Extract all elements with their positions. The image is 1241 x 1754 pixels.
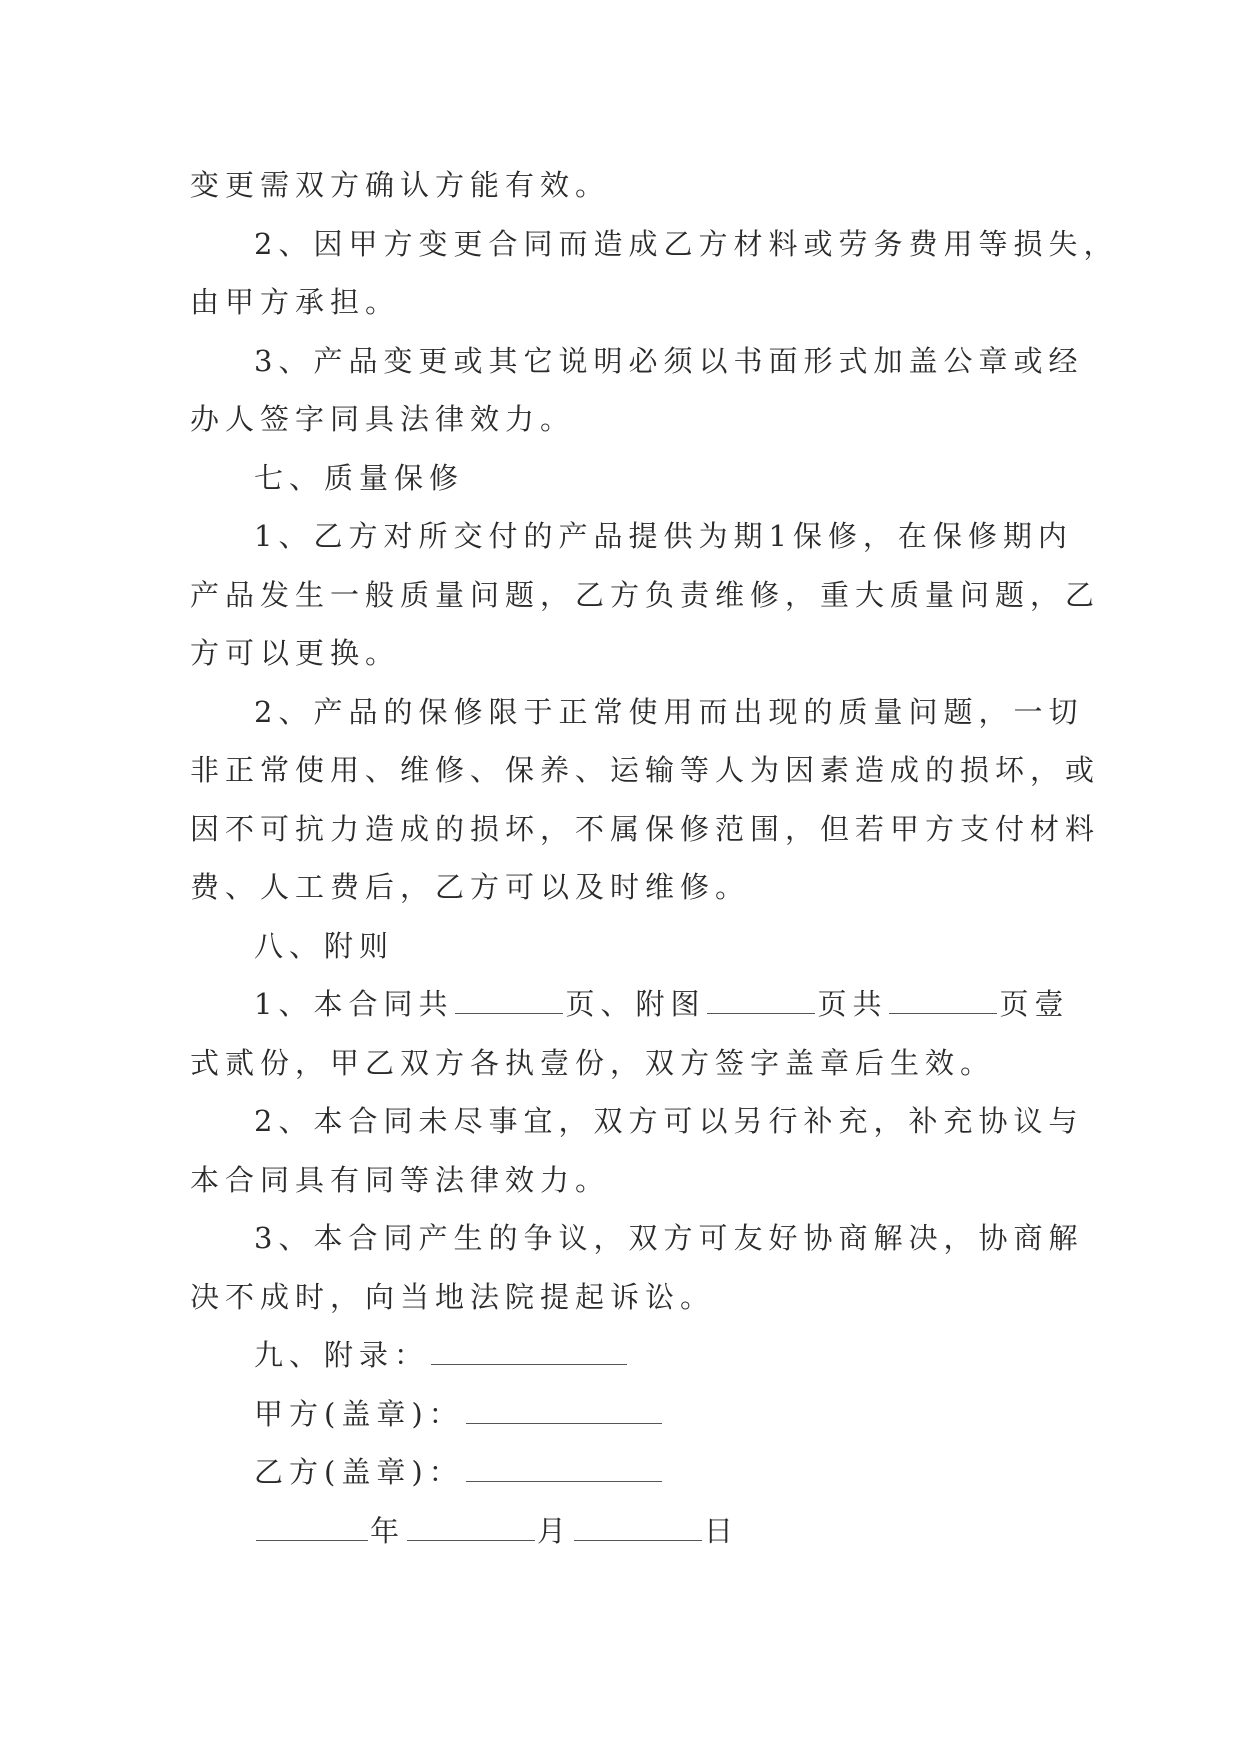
section-heading: 八、附则 xyxy=(254,928,395,963)
paragraph-line: 决不成时，向当地法院提起诉讼。 xyxy=(190,1279,716,1314)
paragraph-line: 非正常使用、维修、保养、运输等人为因素造成的损坏，或 xyxy=(190,753,1101,787)
paragraph-line: 本合同具有同等法律效力。 xyxy=(190,1162,611,1197)
paragraph-line: 1、乙方对所交付的产品提供为期1保修，在保修期内 xyxy=(254,519,1073,553)
appendix-blank[interactable] xyxy=(431,1340,627,1365)
paragraph-line: 2、产品的保修限于正常使用而出现的质量问题，一切 xyxy=(254,694,1084,729)
paragraph-line: 方可以更换。 xyxy=(190,636,401,670)
combined-pages-blank[interactable] xyxy=(889,989,997,1014)
paragraph-line: 2、因甲方变更合同而造成乙方材料或劳务费用等损失， xyxy=(254,226,1119,261)
paragraph-line: 因不可抗力造成的损坏，不属保修范围，但若甲方支付材料 xyxy=(190,811,1101,846)
paragraph-line: 2、本合同未尽事宜，双方可以另行补充，补充协议与 xyxy=(254,1104,1084,1138)
total-pages-blank[interactable] xyxy=(455,989,563,1014)
year-label: 年 xyxy=(370,1513,406,1548)
date-line xyxy=(190,1502,1070,1561)
paragraph-line: 式贰份，甲乙双方各执壹份，双方签字盖章后生效。 xyxy=(190,1045,996,1080)
party-a-line xyxy=(190,1385,1070,1444)
pages-text-1: 1、本合同共 xyxy=(254,987,454,1021)
paragraph-line: 费、人工费后，乙方可以及时维修。 xyxy=(190,870,751,904)
day-label: 日 xyxy=(704,1513,740,1548)
year-blank[interactable] xyxy=(256,1516,368,1541)
party-b-label: 乙方(盖章)： xyxy=(254,1455,464,1489)
party-a-seal-blank[interactable] xyxy=(466,1399,662,1424)
paragraph-line: 3、产品变更或其它说明必须以书面形式加盖公章或经 xyxy=(254,343,1084,378)
party-a-label: 甲方(盖章)： xyxy=(254,1396,464,1431)
day-blank[interactable] xyxy=(574,1516,702,1541)
paragraph-line: 3、本合同产生的争议，双方可友好协商解决，协商解 xyxy=(254,1221,1084,1255)
paragraph-line: 办人签字同具法律效力。 xyxy=(190,402,576,436)
paragraph-line: 由甲方承担。 xyxy=(190,285,401,319)
attached-drawings-blank[interactable] xyxy=(707,989,815,1014)
section-heading: 七、质量保修 xyxy=(254,460,465,495)
pages-text-2: 页、附图 xyxy=(565,987,706,1021)
paragraph-line: 产品发生一般质量问题，乙方负责维修，重大质量问题，乙 xyxy=(190,577,1101,612)
paragraph-line: 变更需双方确认方能有效。 xyxy=(190,168,611,202)
appendix-line xyxy=(190,1326,1070,1385)
month-label: 月 xyxy=(537,1513,573,1548)
month-blank[interactable] xyxy=(407,1516,535,1541)
party-b-seal-blank[interactable] xyxy=(466,1457,662,1482)
party-b-line xyxy=(190,1443,1070,1502)
appendix-label: 九、附录： xyxy=(254,1338,430,1372)
pages-text-4: 页壹 xyxy=(999,987,1070,1021)
contract-text xyxy=(190,156,1119,1560)
pages-line xyxy=(190,975,1070,1034)
pages-text-3: 页共 xyxy=(817,987,888,1021)
